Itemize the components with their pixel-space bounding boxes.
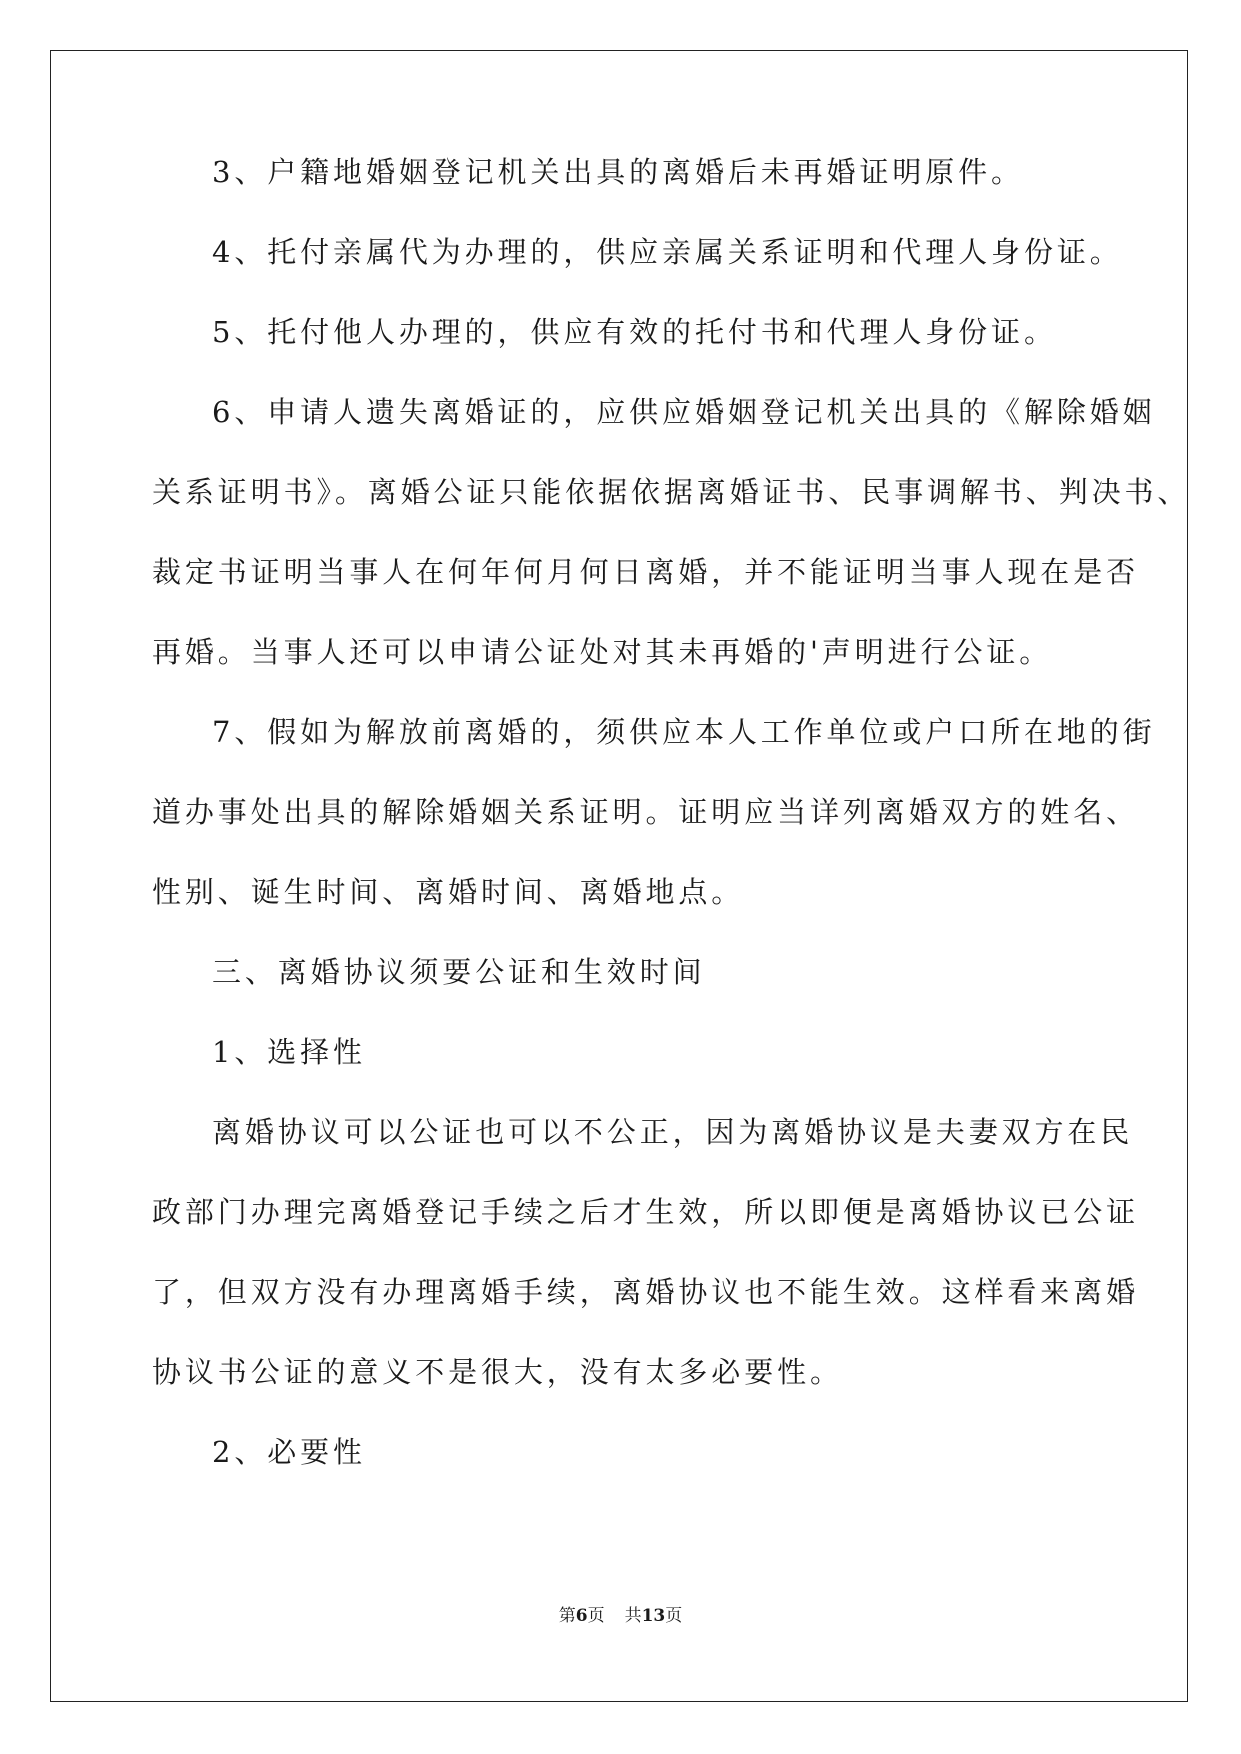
section-heading: 三、离婚协议须要公证和生效时间 [212,955,706,989]
paragraph-line: 5、托付他人办理的，供应有效的托付书和代理人身份证。 [212,315,1057,349]
paragraph-line: 政部门办理完离婚登记手续之后才生效，所以即便是离婚协议已公证 [152,1195,1140,1229]
paragraph-line: 4、托付亲属代为办理的，供应亲属关系证明和代理人身份证。 [212,235,1123,269]
paragraph-line: 6、申请人遗失离婚证的，应供应婚姻登记机关出具的《解除婚姻 [212,395,1156,429]
subsection-heading: 2、必要性 [212,1435,366,1469]
page-number: 6 [575,1606,588,1626]
page-footer [0,1604,1241,1628]
paragraph-line: 协议书公证的意义不是很大，没有太多必要性。 [152,1355,843,1389]
paragraph-line: 道办事处出具的解除婚姻关系证明。证明应当详列离婚双方的姓名、 [152,795,1140,829]
paragraph-line: 7、假如为解放前离婚的，须供应本人工作单位或户口所在地的街 [212,715,1156,749]
total-pages: 13 [641,1606,666,1626]
paragraph-line: 关系证明书》。离婚公证只能依据依据离婚证书、民事调解书、判决书、 [152,475,1191,509]
total-suffix: 页 [665,1606,683,1626]
paragraph-line: 3、户籍地婚姻登记机关出具的离婚后未再婚证明原件。 [212,155,1024,189]
paragraph-line: 离婚协议可以公证也可以不公正，因为离婚协议是夫妻双方在民 [212,1115,1134,1149]
paragraph-line: 裁定书证明当事人在何年何月何日离婚，并不能证明当事人现在是否 [152,555,1140,589]
total-prefix: 共 [624,1606,642,1626]
page-prefix: 第 [558,1606,576,1626]
page-suffix: 页 [587,1606,605,1626]
paragraph-line: 性别、诞生时间、离婚时间、离婚地点。 [152,875,745,909]
paragraph-line: 再婚。当事人还可以申请公证处对其未再婚的'声明进行公证。 [152,635,1053,669]
paragraph-line: 了，但双方没有办理离婚手续，离婚协议也不能生效。这样看来离婚 [152,1275,1140,1309]
subsection-heading: 1、选择性 [212,1035,366,1069]
